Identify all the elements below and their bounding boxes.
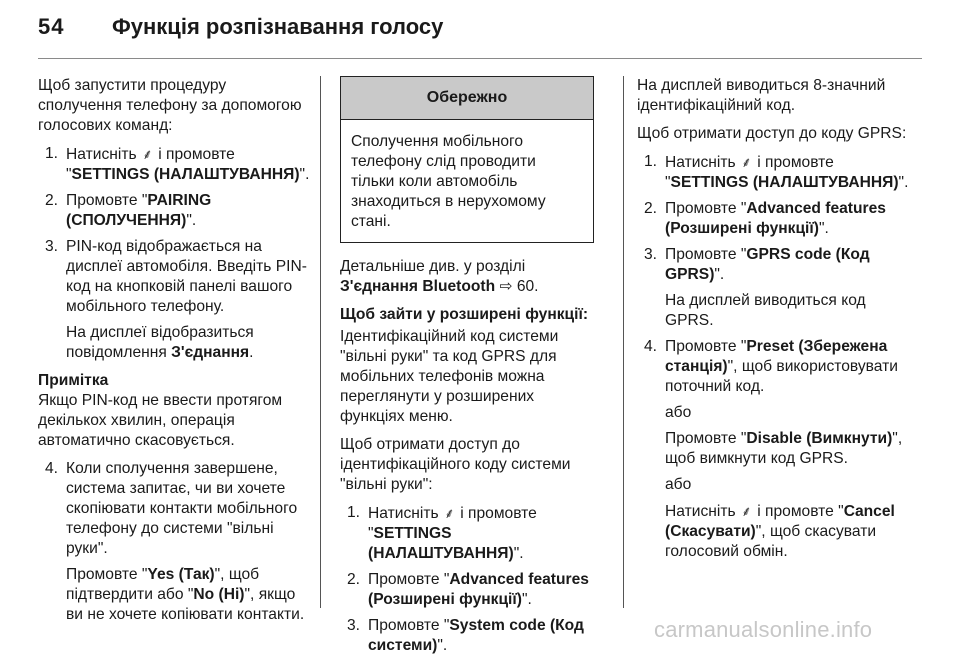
page-number: 54 xyxy=(38,14,65,39)
list-item: 4. Коли сполучення завершене, система запитає, чи ви хочете скопіювати контакти мобільного телефону до системи "вільні руки". Промовте "Yes (Так)", щоб підтвердити або "No (Ні)", якщо ви не хочете копіювати контакти. xyxy=(45,460,305,623)
section-text: Ідентифікаційний код системи "вільні руки" та код GPRS для мобільних телефонів можна переглянути у розширених функціях меню. xyxy=(340,328,559,425)
bluetooth-link[interactable]: З'єднання Bluetooth xyxy=(340,278,496,295)
column-divider-2 xyxy=(623,76,624,608)
note-text: Якщо PIN-код не ввести протягом декількох хвилин, операція автоматично скасовується. xyxy=(38,392,283,449)
list-item: 4. Промовте "Preset (Збережена станція)", щоб використовувати поточний код. або Промовте "Disable (Вимкнути)", щоб вимкнути код GPRS. або Натисніть ⸙ і промовте "Cancel (Скасувати)", щоб скасувати голосовий обмін. xyxy=(644,338,903,560)
caution-heading: Обережно xyxy=(341,77,593,120)
list-item: 3. Промовте "System code (Код системи)". xyxy=(347,617,584,654)
column-2 xyxy=(340,76,594,664)
list-item: 3. Промовте "GPRS code (Код GPRS)". На дисплей виводиться код GPRS. xyxy=(644,246,870,329)
more-info: Детальніше див. у розділі З'єднання Bluetooth ⇨ 60. xyxy=(340,258,539,295)
note-block xyxy=(38,371,310,451)
system-code-steps xyxy=(340,503,594,656)
list-item: 2. Промовте "Advanced features (Розширені функції)". xyxy=(347,571,589,608)
display-text: На дисплей виводиться 8-значний ідентифікаційний код. xyxy=(637,77,886,114)
note-heading: Примітка xyxy=(38,372,109,389)
page-header xyxy=(0,0,960,62)
page-title: Функція розпізнавання голосу xyxy=(112,14,444,39)
column-3 xyxy=(637,76,909,570)
list-item: 1. Натисніть ⸙ і промовте "SETTINGS (НАЛАШТУВАННЯ)". xyxy=(644,153,909,191)
list-item: 2. Промовте "Advanced features (Розширені функції)". xyxy=(644,200,886,237)
caution-box xyxy=(340,76,594,243)
intro-text: Щоб запустити процедуру сполучення телефону за допомогою голосових команд: xyxy=(38,77,302,134)
access-text: Щоб отримати доступ до ідентифікаційного коду системи "вільні руки": xyxy=(340,436,571,493)
voice-icon: ⸙ xyxy=(741,154,752,170)
gprs-access-text: Щоб отримати доступ до коду GPRS: xyxy=(637,125,907,142)
list-item: 2. Промовте "PAIRING (СПОЛУЧЕННЯ)". xyxy=(45,192,212,229)
section-heading: Щоб зайти у розширені функції: xyxy=(340,306,589,323)
list-item: 1. Натисніть ⸙ і промовте "SETTINGS (НАЛАШТУВАННЯ)". xyxy=(45,145,310,183)
gprs-steps xyxy=(637,152,909,562)
column-1 xyxy=(38,76,310,633)
column-divider-1 xyxy=(320,76,321,608)
pairing-steps-cont xyxy=(38,459,310,625)
voice-icon: ⸙ xyxy=(444,505,455,521)
list-item: 3. PIN-код відображається на дисплеї автомобіля. Введіть PIN-код на кнопковій панелі вашого мобільного телефону. На дисплеї відобразиться повідомлення З'єднання. xyxy=(45,238,307,361)
caution-text: Сполучення мобільного телефону слід проводити тільки коли автомобіль знаходиться в нерухомому стані. xyxy=(351,133,546,230)
watermark: carmanualsonline.info xyxy=(654,617,873,642)
pairing-steps xyxy=(38,144,310,363)
voice-icon: ⸙ xyxy=(741,503,752,519)
voice-icon: ⸙ xyxy=(142,146,153,162)
header-rule xyxy=(38,58,922,59)
list-item: 1. Натисніть ⸙ і промовте "SETTINGS (НАЛАШТУВАННЯ)". xyxy=(347,504,537,562)
